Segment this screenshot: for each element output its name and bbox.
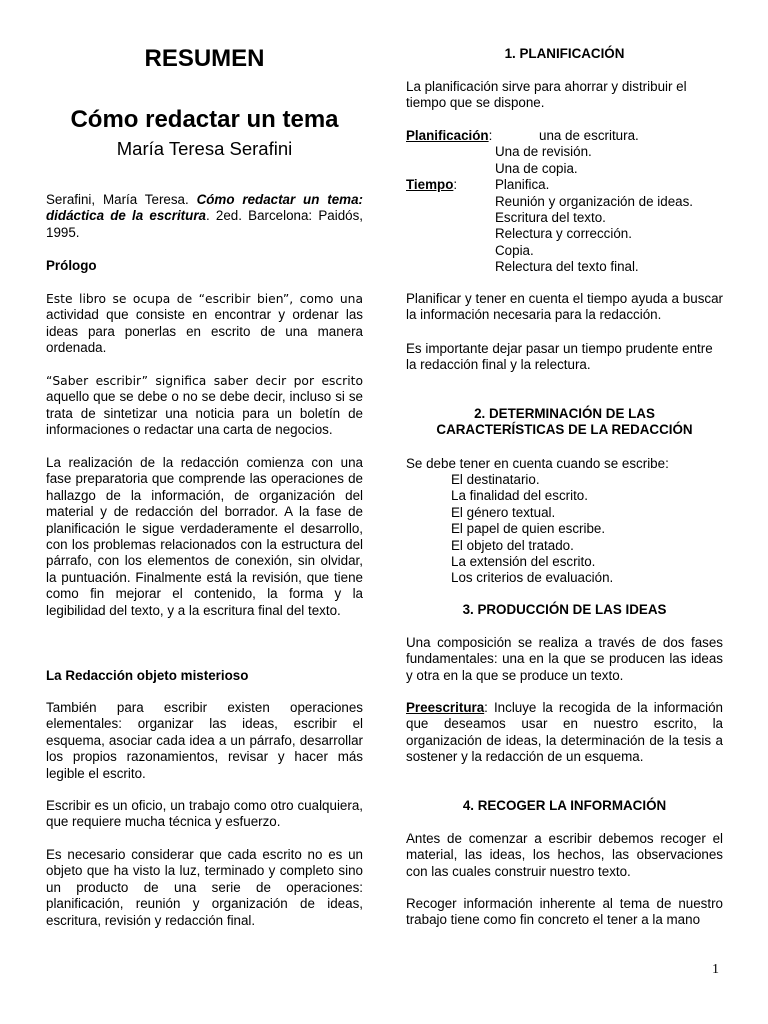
planificacion-list: Planificación: una de escritura. Una de revisión. Una de copia. Tiempo: Planifica. Reunión y organización de ideas. Escritura del texto. Relectura y corrección. Copia. Relectura del texto final. [406,128,723,276]
section-1-paragraph-2: Planificar y tener en cuenta el tiempo ayuda a buscar la información necesaria para la redacción. [406,291,723,323]
section-4-paragraph-2: Recoger información inherente al tema de nuestro trabajo tiene como fin concreto el tener a la mano [406,896,723,928]
paragraph-2-rest: aquello que se debe o no se debe decir, incluso si se trata de sintetizar una noticia para un boletín de informaciones o redactar una carta de negocios. [46,389,363,438]
list-item: El destinatario. [451,472,540,487]
section-3-paragraph-2 [406,700,723,766]
section-1-heading: 1. PLANIFICACIÓN [504,46,625,61]
section-1-paragraph-1: La planificación sirve para ahorrar y distribuir el tiempo que se dispone. [406,79,687,111]
document-author: María Teresa Serafini [116,138,293,159]
paragraph-1-rest: actividad que consiste en encontrar y ordenar las ideas para ponerlas en escrito de una manera ordenada. [46,307,363,356]
tiempo-item: Escritura del texto. [495,210,606,226]
list-item: La finalidad del escrito. [451,488,588,504]
paragraph-3: La realización de la redacción comienza con una fase preparatoria que comprende las operaciones de hallazgo de la información, de organización del material y de redacción del borrador. A la fase de planificación le sigue verdaderamente el desarrollo, con los problemas relacionados con la estructura del párrafo, con los elementos de conexión, sin olvidar, la puntuación. Finalmente está la revisión, que tiene como fin mejorar el contenido, la forma y la legibilidad del texto, y a la escritura final del texto. [46,455,363,618]
section-3-heading: 3. PRODUCCIÓN DE LAS IDEAS [462,602,667,617]
paragraph-1-start: Este libro se ocupa de “escribir bien”, como una [46,292,363,306]
plan-item: Una de copia. [495,160,578,176]
section-2-heading-line: CARACTERÍSTICAS DE LA REDACCIÓN [436,422,693,438]
tiempo-item: Planifica. [495,177,550,193]
citation-book: Cómo redactar un tema: didáctica de la escritura [46,192,363,224]
paragraph-2-start: “Saber escribir” significa saber decir por escrito [46,374,363,388]
paragraph-6: Es necesario considerar que cada escrito no es un objeto que ha visto la luz, terminado y completo sino un producto de una serie de operaciones: planificación, reunión y organización de ideas, escritura, revisión y redacción final. [46,847,363,928]
section-4-heading: 4. RECOGER LA INFORMACIÓN [462,798,667,813]
document-heading: RESUMEN [144,45,265,72]
paragraph-1 [46,291,363,357]
section-2-intro: Se debe tener en cuenta cuando se escribe: [406,456,669,471]
tiempo-item: Relectura del texto final. [495,259,639,275]
list-item: El objeto del tratado. [451,537,574,553]
paragraph-2 [46,373,363,439]
tiempo-label: Tiempo [406,177,454,193]
section-2-heading-line: 2. DETERMINACIÓN DE LAS [474,406,655,421]
planificacion-label: Planificación [406,128,489,143]
section-2-list [406,472,768,587]
tiempo-item: Reunión y organización de ideas. [495,193,694,209]
section-4-paragraph-1: Antes de comenzar a escribir debemos recoger el material, las ideas, los hechos, las observaciones con las cuales construir nuestro texto. [406,831,723,879]
list-item: La extensión del escrito. [451,554,596,570]
tiempo-item: Relectura y corrección. [495,226,632,242]
plan-item: Una de revisión. [495,144,592,160]
section-2-heading [406,406,723,439]
page-number: 1 [712,962,719,977]
paragraph-4: También para escribir existen operaciones elementales: organizar las ideas, escribir el esquema, asociar cada idea a un párrafo, desarrollar los propios razonamientos, revisar y hacer más legible el escrito. [46,700,363,781]
section-1-paragraph-3: Es importante dejar pasar un tiempo prudente entre la redacción final y la relectura. [406,341,713,373]
citation-rest: . 2ed. Barcelona: Paidós, 1995. [46,208,364,240]
citation [46,192,363,241]
document-title: Cómo redactar un tema [70,106,339,133]
paragraph-5: Escribir es un oficio, un trabajo como otro cualquiera, que requiere mucha técnica y esfuerzo. [46,798,363,830]
plan-item: una de escritura. [539,128,639,143]
preescritura-label: Preescritura [406,700,485,715]
preescritura-text: : Incluye la recogida de la información que deseamos usar en nuestro escrito, la organización de ideas, la determinación de la tesis a sostener y la redacción de un esquema. [406,700,723,765]
subsection-heading: La Redacción objeto misterioso [46,668,249,683]
list-item: Los criterios de evaluación. [451,570,614,586]
list-item: El género textual. [451,504,556,520]
prologo-heading: Prólogo [46,258,97,273]
list-item: El papel de quien escribe. [451,521,606,537]
citation-author: Serafini, María Teresa. [46,192,189,207]
section-3-paragraph-1: Una composición se realiza a través de dos fases fundamentales: una en la que se producen las ideas y otra en la que se produce un texto. [406,635,723,683]
tiempo-item: Copia. [495,242,534,258]
